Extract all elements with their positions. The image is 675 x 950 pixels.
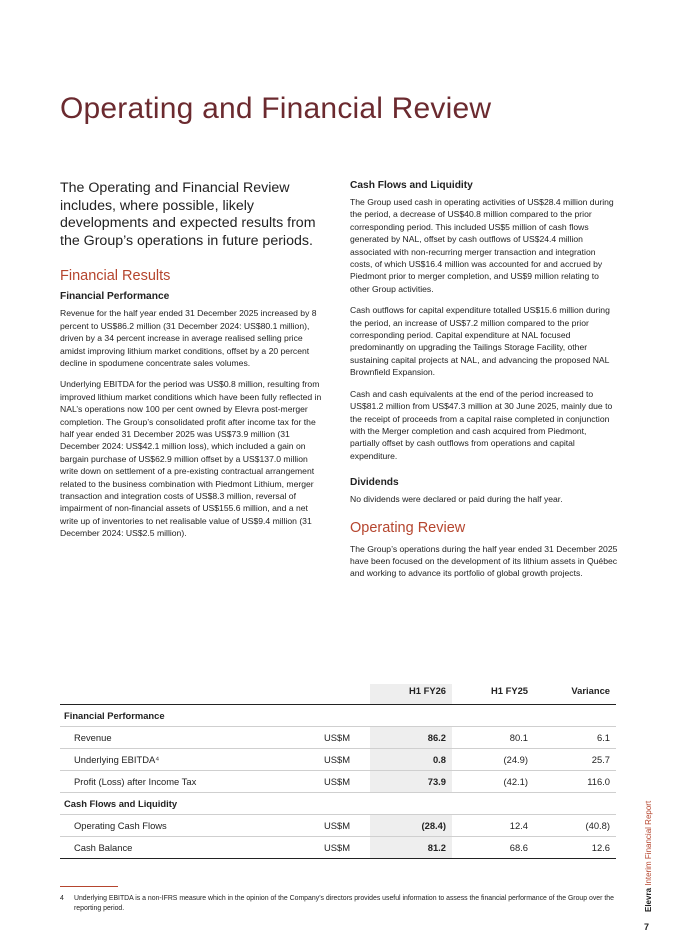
cash-flows-subheading: Cash Flows and Liquidity	[350, 180, 473, 191]
row-unit: US$M	[318, 749, 370, 771]
dividends-subheading: Dividends	[350, 477, 399, 489]
row-label: Operating Cash Flows	[60, 815, 318, 837]
table-header-blank	[60, 684, 318, 705]
row-value-variance: 12.6	[534, 837, 616, 859]
footnote	[60, 894, 616, 913]
row-value-variance: 25.7	[534, 749, 616, 771]
cash-flows-paragraph-3: Cash and cash equivalents at the end of the period increased to US$81.2 million from US$47.3 million at 30 June 2025, mainly due to the receipt of proceeds from a capital raise completed in conjunction with the Merger completion and cash acquired from Piedmont, partially offset by cash outflows from operations and capital expenditure.	[350, 388, 613, 461]
row-value-h1-fy25: 12.4	[452, 815, 534, 837]
brand-name: Elevra	[644, 887, 653, 912]
section-title: Financial Performance	[60, 705, 616, 727]
table-row-profit-after-tax	[60, 771, 616, 793]
row-value-variance: (40.8)	[534, 815, 616, 837]
row-unit: US$M	[318, 771, 370, 793]
row-value-variance: 6.1	[534, 727, 616, 749]
row-value-h1-fy26: 0.8	[370, 749, 452, 771]
report-sidebar-label	[644, 801, 653, 912]
financial-results-heading: Financial Results	[60, 268, 171, 285]
dividends-paragraph: No dividends were declared or paid during the half year.	[350, 494, 563, 505]
row-unit: US$M	[318, 815, 370, 837]
row-label: Underlying EBITDA⁴	[60, 749, 318, 771]
left-column	[60, 180, 328, 549]
cash-flows-paragraph-1: The Group used cash in operating activities of US$28.4 million during the period, a decrease of US$40.8 million compared to the prior corresponding period. This included US$5 million of cash flows generated by NAL, offset by cash outflows of US$24.4 million associated with non-recurring merger transaction and integration costs, of which US$16.4 million was accounted for and accrued by Piedmont prior to merger completion, and US$9 million relating to other Group activities.	[350, 197, 614, 294]
column-header-h1-fy26: H1 FY26	[370, 684, 452, 705]
row-label: Profit (Loss) after Income Tax	[60, 771, 318, 793]
footnote-text: Underlying EBITDA is a non-IFRS measure which in the opinion of the Company’s directors provides useful information to assess the financial performance of the Group over the reporting period.	[74, 895, 614, 912]
financial-performance-paragraph-1: Revenue for the half year ended 31 December 2025 increased by 8 percent to US$86.2 million (31 December 2024: US$80.1 million), driven by a 34 percent increase in average realised selling price amidst improving lithium market conditions, offset by a 20 percent decline in spodumene concentrate sales volumes.	[60, 308, 317, 368]
column-header-variance: Variance	[534, 684, 616, 705]
table-header-row	[60, 684, 616, 705]
footnote-divider	[60, 886, 118, 887]
row-value-h1-fy26: 73.9	[370, 771, 452, 793]
page-title: Operating and Financial Review	[60, 92, 492, 125]
page-number: 7	[644, 922, 650, 932]
row-value-h1-fy26: 81.2	[370, 837, 452, 859]
row-value-h1-fy25: (24.9)	[452, 749, 534, 771]
operating-review-paragraph: The Group’s operations during the half year ended 31 December 2025 have been focused on the development of its lithium assets in Québec and working to advance its portfolio of global growth projects.	[350, 543, 618, 579]
row-label: Revenue	[60, 727, 318, 749]
section-title: Cash Flows and Liquidity	[60, 793, 616, 815]
section-row-financial-performance	[60, 705, 616, 727]
row-unit: US$M	[318, 837, 370, 859]
row-unit: US$M	[318, 727, 370, 749]
financial-summary-table	[60, 684, 616, 859]
right-column	[350, 180, 618, 589]
financial-performance-paragraph-2: Underlying EBITDA for the period was US$0.8 million, resulting from improved lithium market conditions which have been fully reflected in NAL’s operations now 100 per cent owned by Elevra post-merger completion. The Group’s consolidated profit after income tax for the half year ended 31 December 2025 was US$73.9 million (31 December 2024: US$42.1 million loss), which included a gain on bargain purchase of US$62.9 million offset by a US$137.0 million write down on settlement of a pre-existing contractual arrangement related to the business combination with Piedmont Lithium, merger transaction and integration costs of US$8.3 million, reversal of impairment of non-financial assets of US$155.6 million, and a net write up of inventories to net realisable value of US$9.4 million (31 December 2024: US$2.5 million).	[60, 379, 322, 539]
footnote-number: 4	[60, 895, 64, 902]
row-value-variance: 116.0	[534, 771, 616, 793]
table-header-unit	[318, 684, 370, 705]
table-row-cash-balance	[60, 837, 616, 859]
section-row-cash-flows	[60, 793, 616, 815]
table-row-underlying-ebitda	[60, 749, 616, 771]
row-value-h1-fy26: (28.4)	[370, 815, 452, 837]
table-row-revenue	[60, 727, 616, 749]
row-label: Cash Balance	[60, 837, 318, 859]
row-value-h1-fy25: 68.6	[452, 837, 534, 859]
row-value-h1-fy26: 86.2	[370, 727, 452, 749]
table-row-operating-cash-flows	[60, 815, 616, 837]
row-value-h1-fy25: (42.1)	[452, 771, 534, 793]
report-name: Interim Financial Report	[644, 800, 653, 888]
intro-text: The Operating and Financial Review includes, where possible, likely developments and expected results from the Group’s operations in future periods.	[60, 180, 316, 249]
cash-flows-paragraph-2: Cash outflows for capital expenditure totalled US$15.6 million during the period, an increase of US$7.2 million compared to the prior corresponding period. Capital expenditure at NAL focused predominantly on upgrading the Tailings Storage Facility, other sustaining capital projects at NAL, and advancing the proposed NAL Brownfield Expansion.	[350, 305, 610, 378]
financial-performance-subheading: Financial Performance	[60, 291, 170, 303]
column-header-h1-fy25: H1 FY25	[452, 684, 534, 705]
row-value-h1-fy25: 80.1	[452, 727, 534, 749]
operating-review-heading: Operating Review	[350, 519, 466, 536]
